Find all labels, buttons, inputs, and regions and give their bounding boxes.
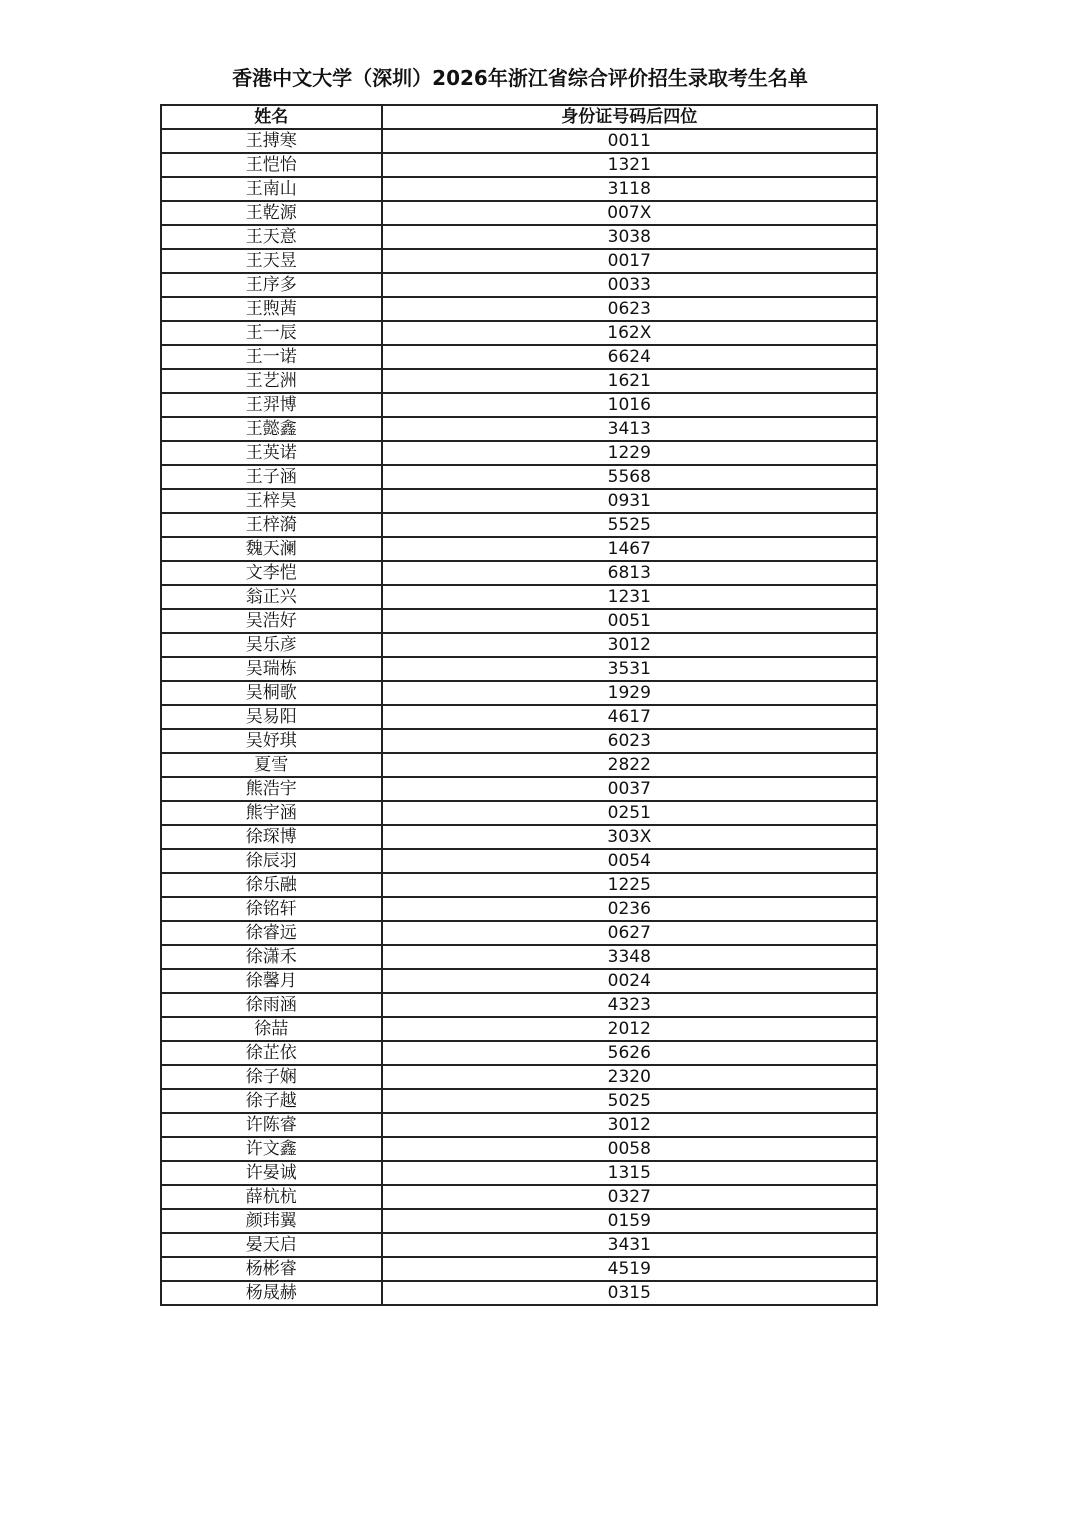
table-row (161, 369, 877, 393)
id-last-four-cell: 4323 (382, 993, 877, 1017)
table-row (161, 537, 877, 561)
table-row (161, 1161, 877, 1185)
page-title: 香港中文大学（深圳）2026年浙江省综合评价招生录取考生名单 (232, 66, 808, 90)
table-row (161, 297, 877, 321)
id-last-four-cell: 2320 (382, 1065, 877, 1089)
id-last-four-cell: 0315 (382, 1281, 877, 1305)
id-last-four-cell: 4519 (382, 1257, 877, 1281)
id-last-four-cell: 1929 (382, 681, 877, 705)
id-last-four-cell: 5568 (382, 465, 877, 489)
student-name-cell: 徐铭轩 (161, 897, 382, 921)
table-row (161, 657, 877, 681)
table-row (161, 753, 877, 777)
student-name-cell: 徐馨月 (161, 969, 382, 993)
table-row (161, 585, 877, 609)
student-name-cell: 熊浩宇 (161, 777, 382, 801)
table-row (161, 1041, 877, 1065)
id-last-four-cell: 007X (382, 201, 877, 225)
table-row (161, 465, 877, 489)
student-name-cell: 王天昱 (161, 249, 382, 273)
student-name-cell: 杨晟赫 (161, 1281, 382, 1305)
student-name-cell: 王乾源 (161, 201, 382, 225)
table-body (161, 129, 877, 1305)
table-row (161, 945, 877, 969)
table-row (161, 849, 877, 873)
table-row (161, 129, 877, 153)
student-name-cell: 吴浩好 (161, 609, 382, 633)
table-row (161, 1281, 877, 1305)
admission-table (160, 104, 878, 1306)
id-last-four-cell: 0017 (382, 249, 877, 273)
table-row (161, 897, 877, 921)
student-name-cell: 徐琛博 (161, 825, 382, 849)
id-last-four-cell: 5626 (382, 1041, 877, 1065)
id-last-four-cell: 3431 (382, 1233, 877, 1257)
id-last-four-cell: 4617 (382, 705, 877, 729)
table-row (161, 609, 877, 633)
column-header-id: 身份证号码后四位 (382, 105, 877, 129)
table-row (161, 1113, 877, 1137)
table-row (161, 729, 877, 753)
student-name-cell: 许晏诚 (161, 1161, 382, 1185)
id-last-four-cell: 1225 (382, 873, 877, 897)
table-row (161, 969, 877, 993)
id-last-four-cell: 0627 (382, 921, 877, 945)
student-name-cell: 熊宇涵 (161, 801, 382, 825)
id-last-four-cell: 1321 (382, 153, 877, 177)
student-name-cell: 徐子越 (161, 1089, 382, 1113)
student-name-cell: 徐子娴 (161, 1065, 382, 1089)
table-row (161, 1089, 877, 1113)
id-last-four-cell: 1315 (382, 1161, 877, 1185)
student-name-cell: 王煦茜 (161, 297, 382, 321)
id-last-four-cell: 5525 (382, 513, 877, 537)
student-name-cell: 吴瑞栋 (161, 657, 382, 681)
table-row (161, 1065, 877, 1089)
table-row (161, 705, 877, 729)
id-last-four-cell: 0623 (382, 297, 877, 321)
id-last-four-cell: 6023 (382, 729, 877, 753)
id-last-four-cell: 0251 (382, 801, 877, 825)
table-row (161, 561, 877, 585)
table-row (161, 441, 877, 465)
student-name-cell: 薛杭杭 (161, 1185, 382, 1209)
table-row (161, 417, 877, 441)
table-row (161, 249, 877, 273)
id-last-four-cell: 1229 (382, 441, 877, 465)
table-row (161, 201, 877, 225)
student-name-cell: 徐潇禾 (161, 945, 382, 969)
student-name-cell: 王梓昊 (161, 489, 382, 513)
student-name-cell: 吴乐彦 (161, 633, 382, 657)
student-name-cell: 文李恺 (161, 561, 382, 585)
table-row (161, 177, 877, 201)
table-row (161, 225, 877, 249)
table-row (161, 1233, 877, 1257)
id-last-four-cell: 0236 (382, 897, 877, 921)
student-name-cell: 王搏寒 (161, 129, 382, 153)
id-last-four-cell: 6813 (382, 561, 877, 585)
student-name-cell: 王一辰 (161, 321, 382, 345)
id-last-four-cell: 3413 (382, 417, 877, 441)
id-last-four-cell: 2822 (382, 753, 877, 777)
table-row (161, 633, 877, 657)
id-last-four-cell: 3348 (382, 945, 877, 969)
id-last-four-cell: 3038 (382, 225, 877, 249)
id-last-four-cell: 6624 (382, 345, 877, 369)
student-name-cell: 徐芷依 (161, 1041, 382, 1065)
student-name-cell: 魏天澜 (161, 537, 382, 561)
student-name-cell: 晏天启 (161, 1233, 382, 1257)
student-name-cell: 许文鑫 (161, 1137, 382, 1161)
table-row (161, 273, 877, 297)
id-last-four-cell: 303X (382, 825, 877, 849)
id-last-four-cell: 1016 (382, 393, 877, 417)
student-name-cell: 徐睿远 (161, 921, 382, 945)
student-name-cell: 王羿博 (161, 393, 382, 417)
student-name-cell: 翁正兴 (161, 585, 382, 609)
student-name-cell: 王恺怡 (161, 153, 382, 177)
table-row (161, 1137, 877, 1161)
id-last-four-cell: 0058 (382, 1137, 877, 1161)
id-last-four-cell: 0931 (382, 489, 877, 513)
id-last-four-cell: 0054 (382, 849, 877, 873)
student-name-cell: 吴妤琪 (161, 729, 382, 753)
student-name-cell: 王天意 (161, 225, 382, 249)
table-row (161, 1209, 877, 1233)
table-row (161, 921, 877, 945)
student-name-cell: 王梓漪 (161, 513, 382, 537)
id-last-four-cell: 0037 (382, 777, 877, 801)
id-last-four-cell: 3012 (382, 633, 877, 657)
id-last-four-cell: 162X (382, 321, 877, 345)
id-last-four-cell: 1231 (382, 585, 877, 609)
id-last-four-cell: 5025 (382, 1089, 877, 1113)
table-row (161, 489, 877, 513)
table-row (161, 513, 877, 537)
student-name-cell: 徐辰羽 (161, 849, 382, 873)
id-last-four-cell: 3012 (382, 1113, 877, 1137)
student-name-cell: 颜玮翼 (161, 1209, 382, 1233)
student-name-cell: 吴易阳 (161, 705, 382, 729)
table-row (161, 873, 877, 897)
id-last-four-cell: 0159 (382, 1209, 877, 1233)
table-row (161, 681, 877, 705)
column-header-name: 姓名 (161, 105, 382, 129)
id-last-four-cell: 2012 (382, 1017, 877, 1041)
id-last-four-cell: 3531 (382, 657, 877, 681)
student-name-cell: 王子涵 (161, 465, 382, 489)
student-name-cell: 夏雪 (161, 753, 382, 777)
table-row (161, 153, 877, 177)
student-name-cell: 王懿鑫 (161, 417, 382, 441)
table-row (161, 777, 877, 801)
student-name-cell: 杨彬睿 (161, 1257, 382, 1281)
table-row (161, 345, 877, 369)
id-last-four-cell: 1621 (382, 369, 877, 393)
student-name-cell: 徐乐融 (161, 873, 382, 897)
id-last-four-cell: 3118 (382, 177, 877, 201)
id-last-four-cell: 0011 (382, 129, 877, 153)
student-name-cell: 徐喆 (161, 1017, 382, 1041)
student-name-cell: 王艺洲 (161, 369, 382, 393)
id-last-four-cell: 0051 (382, 609, 877, 633)
student-name-cell: 王英诺 (161, 441, 382, 465)
table-row (161, 321, 877, 345)
id-last-four-cell: 1467 (382, 537, 877, 561)
table-row (161, 1185, 877, 1209)
student-name-cell: 王南山 (161, 177, 382, 201)
table-row (161, 1017, 877, 1041)
table-row (161, 801, 877, 825)
student-name-cell: 吴桐歌 (161, 681, 382, 705)
id-last-four-cell: 0033 (382, 273, 877, 297)
id-last-four-cell: 0327 (382, 1185, 877, 1209)
table-header-row (161, 105, 877, 129)
table-row (161, 1257, 877, 1281)
table-row (161, 993, 877, 1017)
table-row (161, 393, 877, 417)
student-name-cell: 徐雨涵 (161, 993, 382, 1017)
student-name-cell: 王序多 (161, 273, 382, 297)
student-name-cell: 王一诺 (161, 345, 382, 369)
table-row (161, 825, 877, 849)
id-last-four-cell: 0024 (382, 969, 877, 993)
student-name-cell: 许陈睿 (161, 1113, 382, 1137)
